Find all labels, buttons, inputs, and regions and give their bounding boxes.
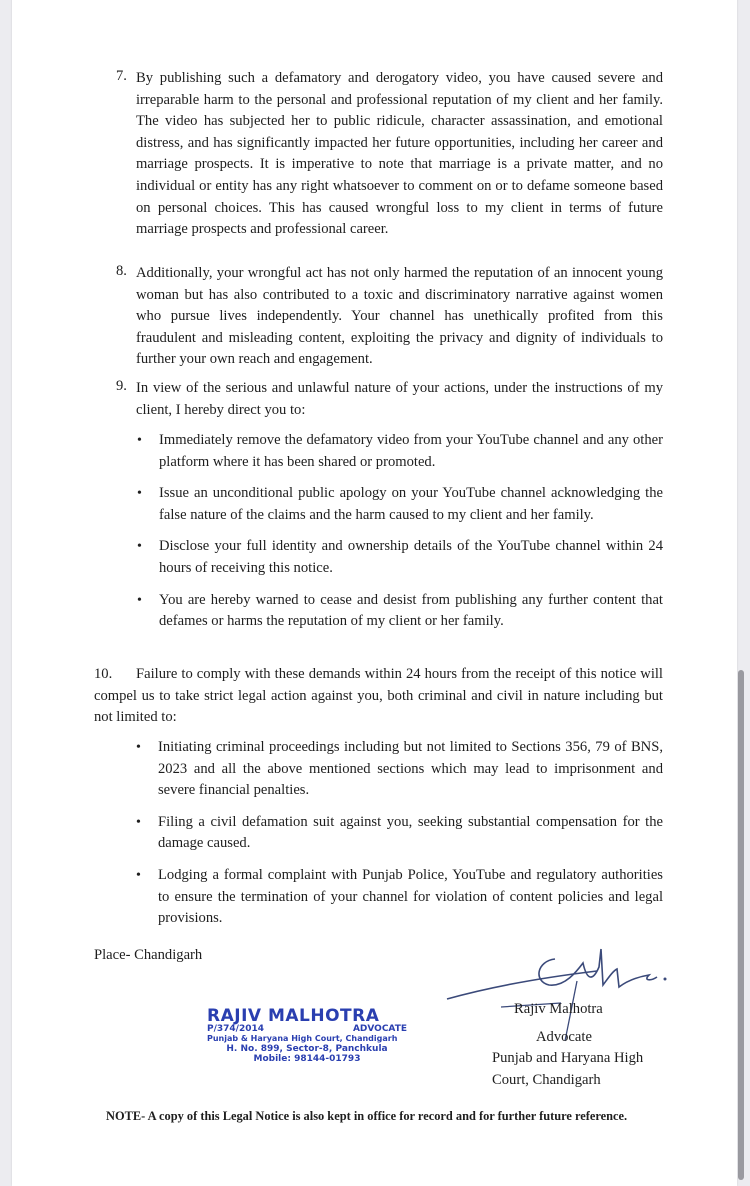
bullet-icon: •: [136, 740, 141, 755]
legal-action-item: • Initiating criminal proceedings including but not limited to Sections 356, 79 of BNS, 2023 and all the above mentioned sections which may lead to imprisonment and severe financial penalties.: [136, 739, 663, 799]
paragraph-8-number: 8.: [116, 263, 127, 279]
signatory-title: Advocate: [536, 1028, 592, 1045]
bullet-icon: •: [137, 486, 142, 502]
direction-item: • Disclose your full identity and ownership details of the YouTube channel within 24 hours of receiving this notice.: [137, 538, 663, 576]
bullet-icon: •: [136, 814, 141, 830]
place-line: Place- Chandigarh: [94, 947, 203, 963]
stamp-title: ADVOCATE: [352, 1024, 407, 1034]
direction-item: • Issue an unconditional public apology on your YouTube channel acknowledging the false nature of the claims and the harm caused to my client and her family.: [137, 485, 663, 523]
paragraph-9-directions: [137, 430, 663, 643]
direction-item: • Immediately remove the defamatory video from your YouTube channel and any other platform where it has been shared or promoted.: [137, 432, 663, 470]
paragraph-10-actions: [136, 737, 663, 940]
signatory-name: Rajiv Malhotra: [514, 1001, 603, 1017]
stamp-name: RAJIV MALHOTRA: [207, 1006, 380, 1026]
signatory-court-line1: Punjab and Haryana High: [492, 1050, 644, 1067]
direction-item: • You are hereby warned to cease and desist from publishing any further content that defames or harms the reputation of my client or her family.: [137, 591, 663, 630]
advocate-stamp: [207, 1008, 407, 1064]
document-page: [12, 0, 737, 1186]
bullet-icon: •: [137, 539, 142, 555]
stamp-mobile: Mobile: 98144-01793: [253, 1054, 361, 1064]
paragraph-9-number: 9.: [116, 378, 127, 394]
bullet-icon: •: [136, 867, 141, 883]
paragraph-8: Additionally, your wrongful act has not only harmed the reputation of an innocent young woman but has also contributed to a toxic and discriminatory narrative against women who pursue lives independently. Your channel has unethically profited from this fraudulent and misleading content, exploiting the privacy and dignity of individuals to further your own reach and engagement.: [136, 265, 663, 368]
signature-block: [492, 999, 643, 1091]
paragraph-10-number: 10.: [94, 666, 113, 682]
paragraph-7-number: 7.: [116, 68, 127, 84]
legal-action-item: • Lodging a formal complaint with Punjab Police, YouTube and regulatory authorities to ensure the termination of your channel for violation of content policies and legal provisions.: [136, 866, 663, 927]
paragraph-9: In view of the serious and unlawful nature of your actions, under the instructions of my client, I hereby direct you to:: [136, 380, 663, 418]
paragraph-10: 10. Failure to comply with these demands within 24 hours from the receipt of this notice will compel us to take strict legal action against you, both criminal and civil in nature including but not limited to:: [94, 666, 663, 726]
legal-action-item: • Filing a civil defamation suit against you, seeking substantial compensation for the damage caused.: [136, 813, 663, 852]
stamp-address: H. No. 899, Sector-8, Panchkula: [226, 1044, 388, 1054]
stamp-court: Punjab & Haryana High Court, Chandigarh: [207, 1034, 398, 1043]
bullet-icon: •: [137, 592, 142, 608]
paragraph-7: By publishing such a defamatory and derogatory video, you have caused severe and irreparable harm to the personal and professional reputation of my client and her family. The video has subjected her to public ridicule, character assassination, and emotional distress, and has significantly impacted her future opportunities, including her career and marriage prospects. It is imperative to note that marriage is a private matter, and no individual or entity has any right whatsoever to comment on or to defame someone based on personal choices. This has caused wrongful loss to my client in terms of future marriage prospects and professional career.: [136, 70, 663, 238]
signatory-court-line2: Court, Chandigarh: [492, 1071, 601, 1088]
bullet-icon: •: [137, 433, 142, 448]
footer-note: NOTE- A copy of this Legal Notice is also kept in office for record and for further future reference.: [106, 1109, 628, 1123]
stamp-enrolment: P/374/2014: [207, 1024, 265, 1034]
scrollbar-thumb[interactable]: [738, 670, 744, 1180]
